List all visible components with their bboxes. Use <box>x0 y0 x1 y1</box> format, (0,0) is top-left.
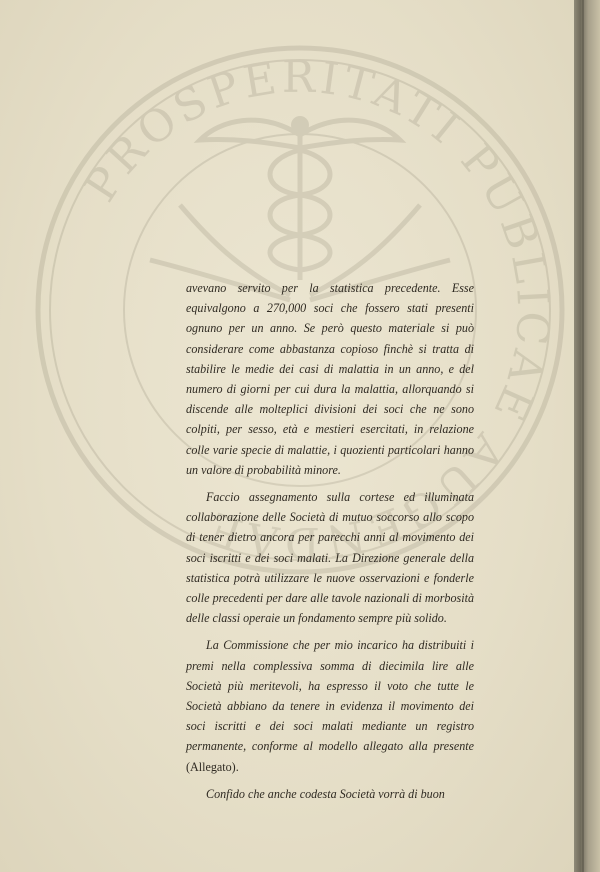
paragraph-1: avevano servito per la statistica precedente. Esse equivalgono a 270,000 soci che fossero stati presenti ognuno per un anno. Se però questo materiale si può considerare come abbastanza copioso finchè si tratta di stabilire le medie dei casi di malattia in un anno, e del numero di giorni per cui dura la malattia, allorquando si discende alle molteplici divisioni dei soci che ne sono colpiti, per sesso, età e mestieri esercitati, in relazione colle varie specie di malattie, i quozienti particolari hanno un valore di probabilità minore. <box>186 281 474 477</box>
letter-body <box>186 278 474 804</box>
paragraph-2: Faccio assegnamento sulla cortese ed illuminata collaborazione delle Società di mutuo soccorso allo scopo di tener dietro ancora per parecchi anni al movimento dei soci iscritti e dei soci malati. La Direzione generale della statistica potrà utilizzare le nuove osservazioni e fonderle colle precedenti per dare alle tavole nazionali di morbosità delle classi operaie un fondamento sempre più solido. <box>186 490 474 626</box>
svg-text:PROSPERITATI PUBLICAE AUGENDAE: PROSPERITATI PUBLICAE AUGENDAE <box>74 51 559 569</box>
allegato-reference: (Allegato). <box>186 759 239 774</box>
page-fold-line <box>582 0 584 872</box>
page-binding-edge <box>574 0 600 872</box>
paragraph-3 <box>186 635 474 776</box>
paragraph-4: Confido che anche codesta Società vorrà di buon <box>206 786 445 801</box>
paragraph-3-text: La Commissione che per mio incarico ha distribuiti i premi nella complessiva somma di diecimila lire alle Società più meritevoli, ha espresso il voto che tutte le Società abbiano da tenere in evidenza il movimento dei soci iscritti e dei soci malati mediante un registro permanente, conforme al modello allegato alla presente <box>186 638 474 754</box>
